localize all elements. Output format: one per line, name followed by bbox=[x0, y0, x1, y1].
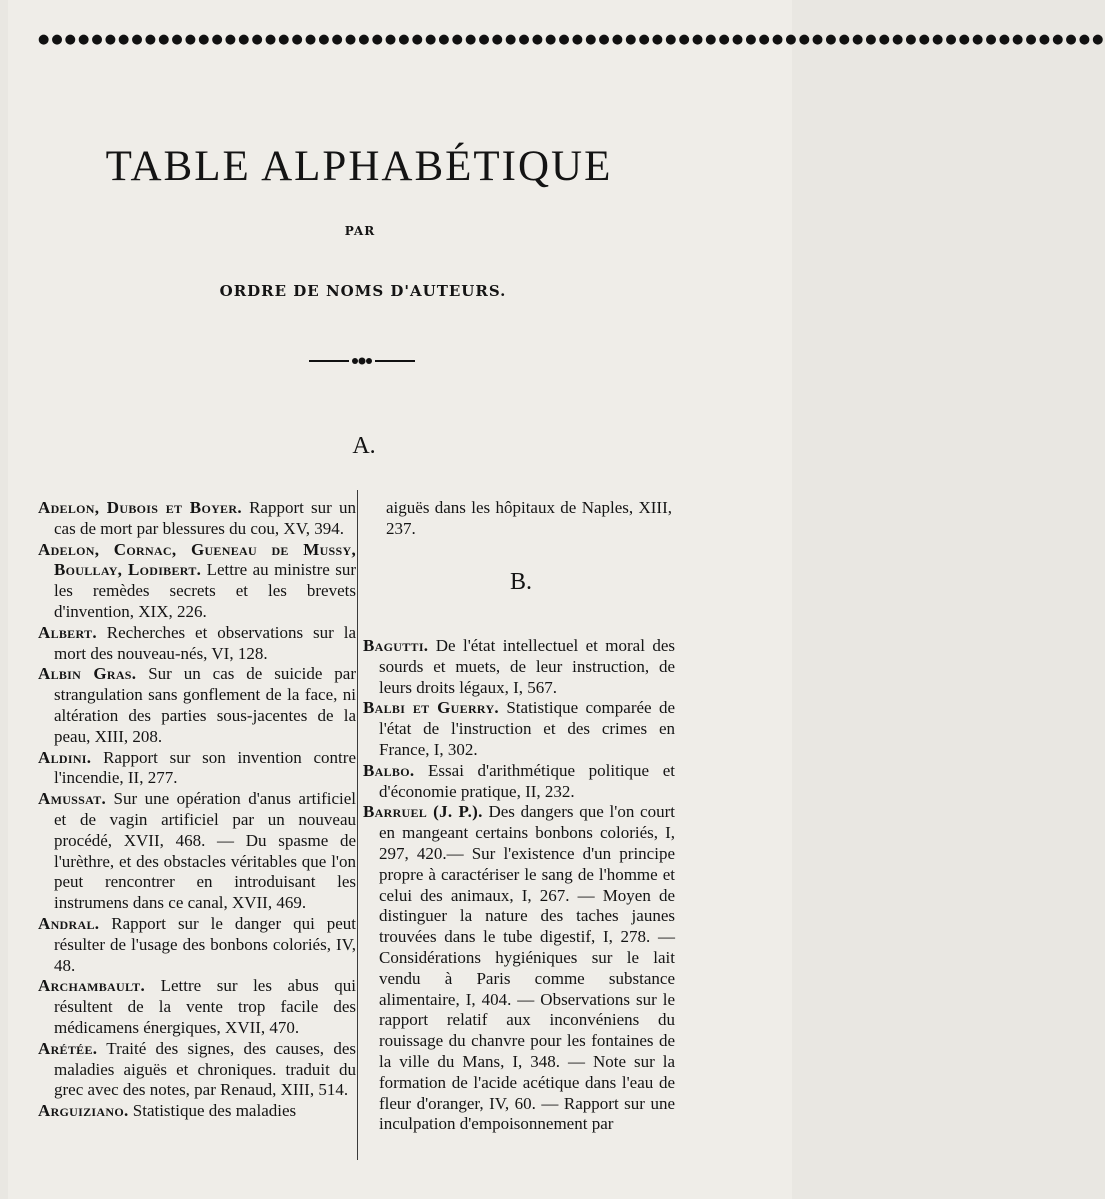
author-name: Arguiziano. bbox=[38, 1101, 129, 1121]
index-entry bbox=[38, 976, 356, 1038]
right-column-continuation bbox=[386, 498, 672, 540]
ornamental-border: ●●●●●●●●●●●●●●●●●●●●●●●●●●●●●●●●●●●●●●●●●●●●●●●●●●●●●●●●●●●●●●●●●●●●●●●●●●●●●●●● bbox=[38, 32, 1105, 47]
rule-dot bbox=[352, 358, 358, 364]
page bbox=[8, 0, 1105, 1199]
entry-continuation: aiguës dans les hôpitaux de Naples, XIII, 237. bbox=[386, 498, 672, 538]
entry-text: Statistique des maladies bbox=[128, 1101, 297, 1121]
index-entry bbox=[38, 789, 356, 914]
rule-dot bbox=[366, 358, 372, 364]
author-name: Aldini. bbox=[38, 747, 92, 767]
author-name: Archambault. bbox=[38, 976, 146, 996]
decorative-rule bbox=[309, 355, 415, 367]
title-par: PAR bbox=[344, 224, 376, 238]
author-name: Balbo. bbox=[363, 760, 415, 780]
entry-text: Lettre au ministre sur les remèdes secrets et les brevets d'invention, XIX, 226. bbox=[54, 560, 356, 621]
author-name: Bagutti. bbox=[363, 636, 429, 655]
right-column bbox=[363, 636, 675, 1135]
entry-text: Sur une opération d'anus artificiel et de vagin artificiel par un nouveau procédé, XVII, 468. — Du spasme de l'urèthre, et des obstacles véritables que l'on peut rencontrer en introduisant les instrumens dans ce canal, XVII, 469. bbox=[54, 789, 356, 913]
entry-text: Statistique comparée de l'état de l'instruction et des crimes en France, I, 302. bbox=[379, 698, 675, 759]
index-entry bbox=[38, 748, 356, 790]
index-entry bbox=[363, 761, 675, 803]
rule-dot bbox=[359, 358, 366, 365]
index-entry bbox=[363, 636, 675, 698]
entry-text: Des dangers que l'on court en mangeant certains bonbons coloriés, I, 297, 420.— Sur l'existence d'un principe propre à caractériser le sang de l'homme et celui des animaux, I, 267. — Moyen de distinguer la nature des taches jaunes trouvées dans le tube digestif, I, 278. — Considérations hygiéniques sur le lait vendu à Paris comme substance alimentaire, I, 404. — Observations sur le rapport relatif aux inconvéniens du rouissage du chanvre pour les fontaines de la ville du Mans, I, 348. — Note sur la formation de l'acide acétique dans l'eau de fleur d'oranger, IV, 60. — Rapport sur une inculpation d'empoisonnement par bbox=[379, 802, 675, 1134]
author-name: Adelon, Dubois et Boyer. bbox=[38, 498, 242, 517]
author-name: Andral. bbox=[38, 913, 100, 933]
section-heading-b: B. bbox=[509, 569, 532, 595]
author-name: Balbi et Guerry. bbox=[363, 698, 499, 718]
author-name: Amussat. bbox=[38, 789, 107, 809]
index-entry bbox=[38, 623, 356, 665]
entry-text: Rapport sur un cas de mort par blessures du cou, XV, 394. bbox=[54, 498, 356, 538]
author-name: Barruel (J. P.). bbox=[363, 802, 483, 822]
index-entry bbox=[38, 664, 356, 747]
author-name: Adelon, Cornac, Gueneau de Mussy, Boullay, Lodibert. bbox=[38, 539, 356, 580]
author-name: Albert. bbox=[38, 622, 97, 642]
section-heading-a: A. bbox=[352, 433, 376, 459]
entry-text: De l'état intellectuel et moral des sourds et muets, de leur instruction, de leurs droits légaux, I, 567. bbox=[379, 636, 675, 697]
entry-text: Traité des signes, des causes, des maladies aiguës et chroniques. traduit du grec avec des notes, par Renaud, XIII, 514. bbox=[54, 1038, 356, 1100]
index-entry bbox=[38, 540, 356, 623]
entry-text: Lettre sur les abus qui résultent de la vente trop facile des médicamens énergiques, XVII, 470. bbox=[54, 976, 356, 1037]
index-entry bbox=[363, 802, 675, 1135]
author-name: Albin Gras. bbox=[38, 664, 137, 684]
entry-text: Rapport sur le danger qui peut résulter de l'usage des bonbons coloriés, IV, 48. bbox=[54, 913, 356, 975]
column-divider bbox=[357, 490, 358, 1160]
index-entry bbox=[38, 498, 356, 540]
entry-text: Essai d'arithmétique politique et d'économie pratique, II, 232. bbox=[379, 760, 675, 801]
left-column bbox=[38, 498, 356, 1122]
page-title: TABLE ALPHABÉTIQUE bbox=[105, 143, 613, 190]
index-entry bbox=[38, 1101, 356, 1122]
index-entry bbox=[363, 698, 675, 760]
page-subtitle: ORDRE DE NOMS D'AUTEURS. bbox=[219, 282, 507, 300]
entry-text: Recherches et observations sur la mort des nouveau-nés, VI, 128. bbox=[54, 622, 356, 663]
entry-text: Sur un cas de suicide par strangulation sans gonflement de la face, ni altération des parties sous-jacentes de la peau, XIII, 208. bbox=[54, 664, 356, 746]
author-name: Arétée. bbox=[38, 1038, 98, 1058]
entry-text: Rapport sur son invention contre l'incendie, II, 277. bbox=[54, 747, 356, 788]
index-entry bbox=[38, 1039, 356, 1101]
index-entry bbox=[38, 914, 356, 976]
